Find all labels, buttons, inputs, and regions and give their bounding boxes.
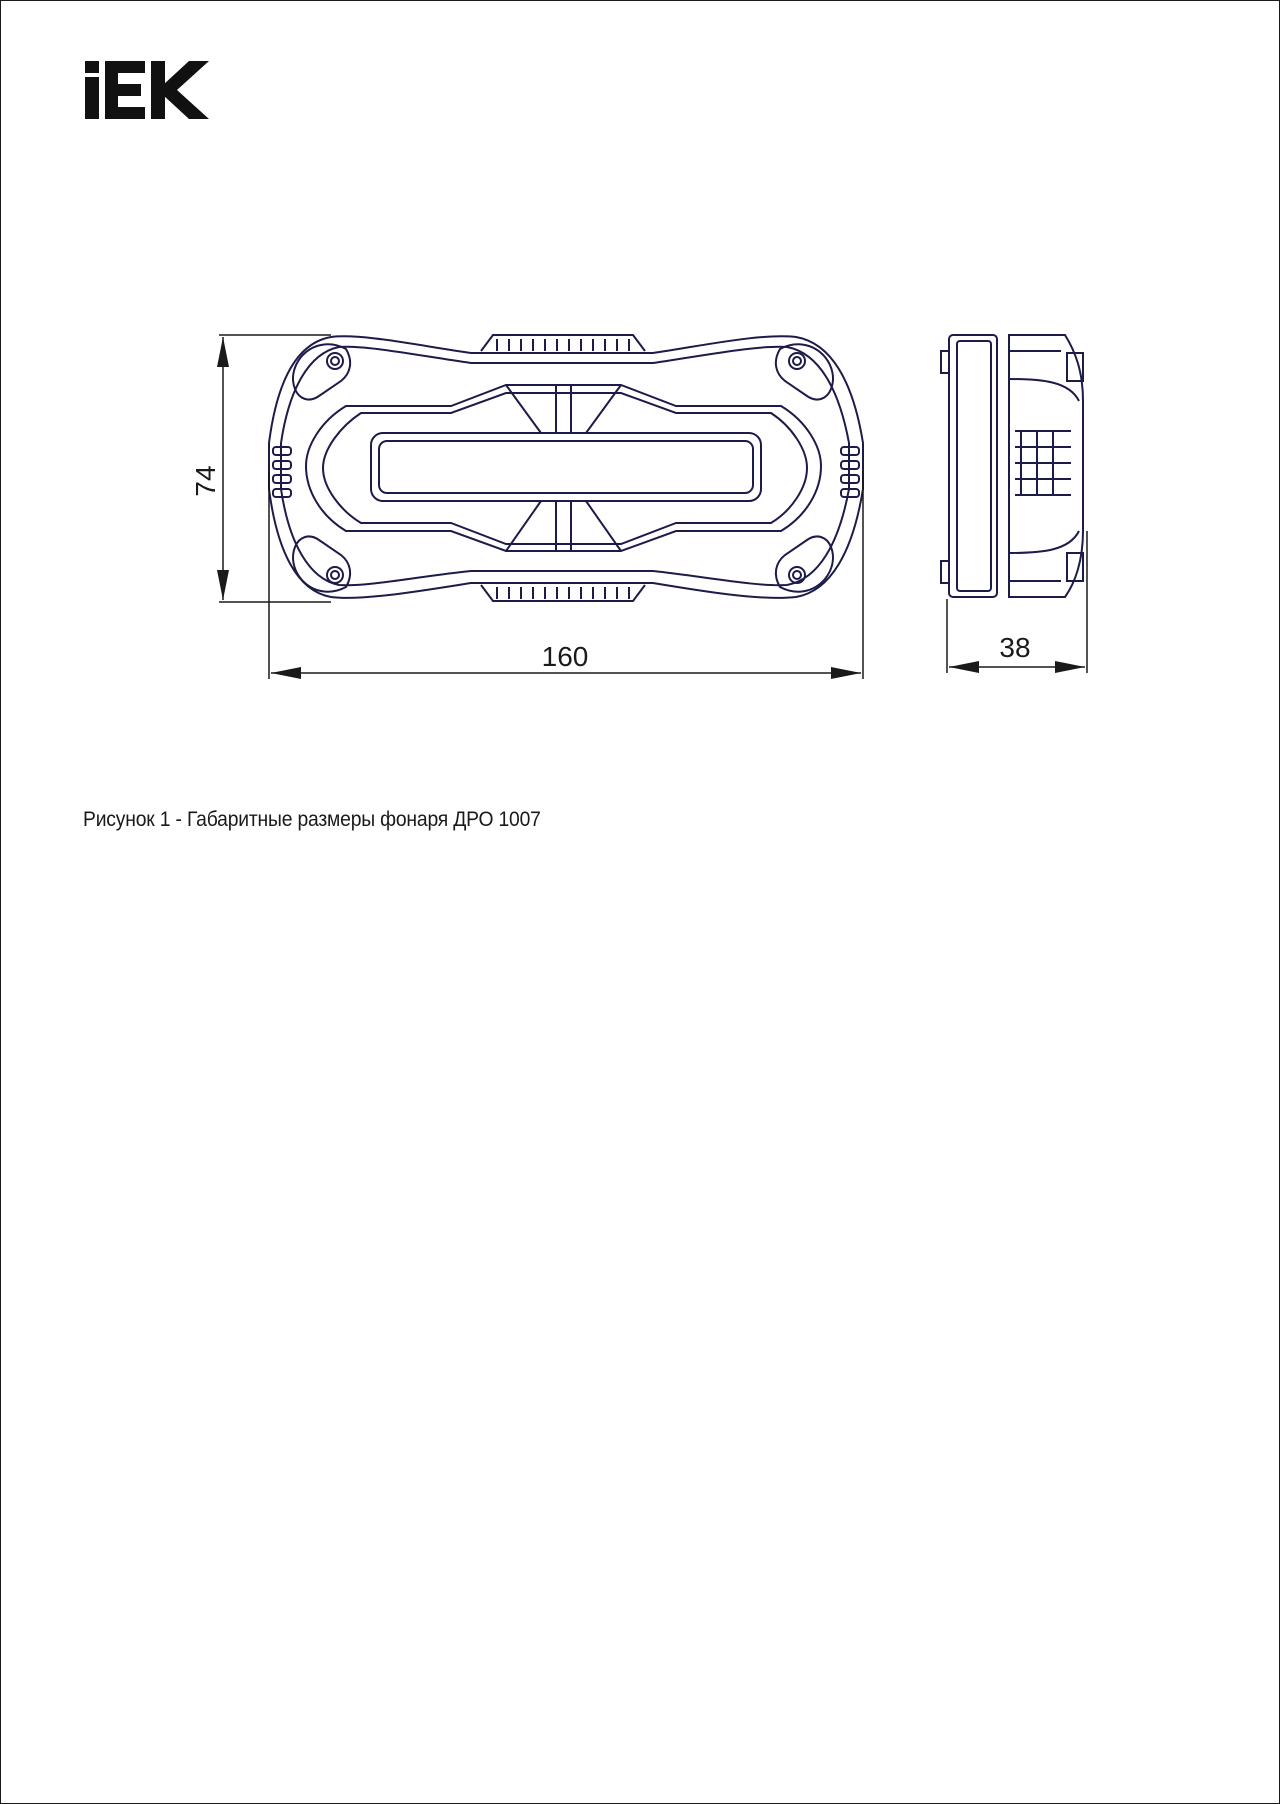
dimension-drawing: [1, 1, 1280, 761]
height-label: 74: [190, 465, 221, 497]
width-label: 160: [541, 641, 589, 672]
housing-outline: [269, 336, 863, 598]
figure-caption: Рисунок 1 - Габаритные размеры фонаря ДРО 1007: [83, 808, 541, 831]
depth-label: 38: [999, 632, 1031, 663]
front-view: [269, 335, 863, 601]
side-view: [941, 335, 1083, 597]
